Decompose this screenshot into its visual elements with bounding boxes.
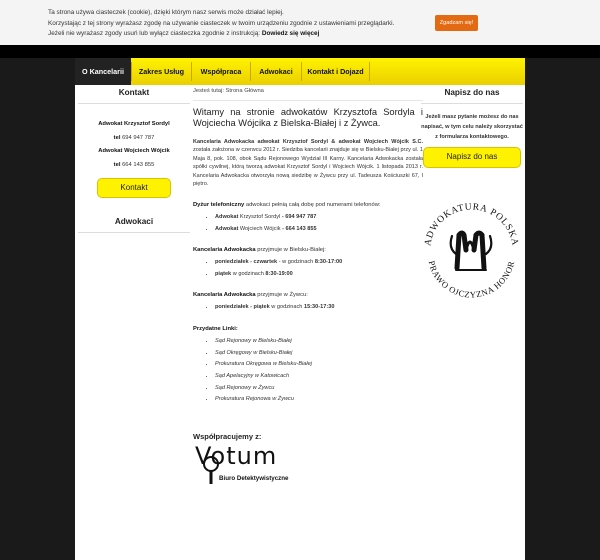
votum-word: Votum xyxy=(195,442,278,471)
lawyers-box-title: Adwokaci xyxy=(78,217,190,233)
svg-text:PRAWO OJCZYZNA HONOR xyxy=(427,260,517,300)
left-sidebar xyxy=(78,88,190,233)
links-title: Przydatne Linki: xyxy=(193,325,238,332)
hours-range: 15:30-17:30 xyxy=(303,304,335,311)
cookie-more-link[interactable]: Dowiedz się więcej xyxy=(261,30,320,37)
tel-label-2: tel xyxy=(113,161,121,168)
links-heading xyxy=(193,326,423,332)
duty-name: Krzysztof Sordyl xyxy=(239,214,281,221)
zywiec-heading xyxy=(193,292,423,298)
duty-label: Adwokat xyxy=(215,225,239,232)
list-item xyxy=(215,269,423,281)
link-item[interactable]: • Sąd Okręgowy w Bielsku-Białej xyxy=(215,348,423,360)
header-bar xyxy=(0,45,600,58)
duty-phone: - 694 947 787 xyxy=(281,214,317,221)
link-item[interactable]: • Sąd Rejonowy w Żywcu xyxy=(215,383,423,395)
bb-bold: Kancelaria Adwokacka xyxy=(193,247,256,254)
nav-item-zakres-uslug[interactable]: Zakres Usług xyxy=(138,67,185,76)
zywiec-text: przyjmuje w Żywcu: xyxy=(257,292,308,299)
svg-text:ADWOKATURA POLSKA xyxy=(423,202,520,246)
intro-paragraph xyxy=(193,138,423,188)
write-us-description: Jeżeli masz pytanie możesz do nas napisać, w tym celu należy skorzystać z formularza kontaktowego. xyxy=(421,114,523,140)
contact-button[interactable]: Kontakt xyxy=(97,178,171,198)
bb-hours-list xyxy=(193,257,423,280)
tel-label-1: tel xyxy=(113,134,121,141)
cookie-line-1: Ta strona używa ciasteczek (cookie), dzięki którym nasz serwis może działać lepiej. xyxy=(48,9,284,16)
write-us-title: Napisz do nas xyxy=(421,88,523,104)
list-item xyxy=(215,257,423,269)
list-item xyxy=(215,302,423,314)
nav-item-wspolpraca[interactable]: Współpraca xyxy=(200,67,242,76)
hours-day: poniedziałek - czwartek xyxy=(215,259,278,266)
scales-icon xyxy=(451,233,492,270)
partners-title: Współpracujemy z: xyxy=(193,432,262,442)
list-item xyxy=(215,224,423,236)
intro-text: została założona w czerwcu 2012 r. Siedziba kancelarii znajduje się w Bielsku-Białej przy ul. 1 Maja 8, pok. 108, obok Sądu Rejonowego Wydział III Karny. Kancelaria Adwokacka została spółki cywilnej, którą tworzą adwokat Krzysztof Sordyl i Wojciech Wójcik. 1 listopada 2013 r. Kancelaria Adwokacka otworzyła nową siedzibę w Żywcu przy ul. Tadeusza Kościuszki 67, I piętro. xyxy=(193,147,423,188)
hours-range: 8:30-19:00 xyxy=(265,270,293,277)
lawyer-2-phone: 664 143 855 xyxy=(122,161,155,168)
nav-item-adwokaci[interactable]: Adwokaci xyxy=(259,67,293,76)
emblem-bottom-text: PRAWO OJCZYZNA HONOR xyxy=(426,259,517,300)
bar-association-emblem xyxy=(418,198,525,305)
contact-details xyxy=(78,118,190,172)
lawyer-1-name: Adwokat Krzysztof Sordyl xyxy=(98,121,170,127)
duty-label: Adwokat xyxy=(215,214,239,221)
cookie-text xyxy=(48,8,394,40)
duty-name: Wojciech Wójcik xyxy=(239,225,281,232)
contact-box-title: Kontakt xyxy=(78,88,190,104)
breadcrumb: Jesteś tutaj: Strona Główna xyxy=(193,88,264,94)
cookie-accept-button[interactable]: Zgadzam się! xyxy=(435,15,478,31)
nav-item-kontakt[interactable]: Kontakt i Dojazd xyxy=(307,67,364,76)
page-title: Witamy na stronie adwokatów Krzysztofa Sordyla i Wojciecha Wójcika z Bielska-Białej i z Żywca. xyxy=(193,100,423,128)
duty-list xyxy=(193,212,423,235)
hours-day: piątek xyxy=(215,270,232,277)
zywiec-hours-list xyxy=(193,302,423,314)
main-nav xyxy=(75,58,525,85)
votum-subtitle: Biuro Detektywistyczne xyxy=(219,475,289,483)
lawyer-1-phone: 694 947 787 xyxy=(122,134,155,141)
nav-divider xyxy=(369,62,370,81)
write-us-button[interactable]: Napisz do nas xyxy=(423,147,521,168)
votum-logo[interactable] xyxy=(193,444,423,492)
cookie-line-2: Korzystając z tej strony wyrażasz zgodę na używanie ciasteczek w twoim urządzeniu zgodnie z ustawieniami przeglądarki. xyxy=(48,19,395,27)
useful-links-list xyxy=(193,336,423,406)
hours-mid: w godzinach xyxy=(271,304,303,311)
duty-text: adwokaci pełnią całą dobę pod numerami telefonów: xyxy=(245,202,381,209)
link-item[interactable]: • Sąd Rejonowy w Bielsku-Białej xyxy=(215,336,423,348)
hours-range: 8:30-17:00 xyxy=(314,259,343,266)
zywiec-bold: Kancelaria Adwokacka xyxy=(193,292,256,299)
nav-item-o-kancelarii[interactable]: O Kancelarii xyxy=(75,58,131,85)
intro-bold: Kancelaria Adwokacka adwokat Krzysztof Sordyl & adwokat Wojciech Wójcik S.C. xyxy=(193,139,423,145)
list-item xyxy=(215,212,423,224)
hours-mid: - w godzinach xyxy=(278,259,314,266)
link-item[interactable]: • Prokuratura Okręgowa w Bielsku-Białej xyxy=(215,359,423,371)
duty-bold: Dyżur telefoniczny xyxy=(193,202,245,209)
right-sidebar xyxy=(421,88,523,168)
emblem-top-text: ADWOKATURA POLSKA xyxy=(423,202,520,247)
cookie-line-3: Jeżeli nie wyrażasz zgody usuń lub wyłącz ciasteczka zgodnie z instrukcją: xyxy=(48,30,261,37)
bb-text: przyjmuje w Bielsku-Białej: xyxy=(257,247,326,254)
duty-phone: - 664 143 855 xyxy=(282,225,317,232)
link-item[interactable]: • Prokuratura Rejonowa w Żywcu xyxy=(215,394,423,406)
hours-day: poniedziałek - piątek xyxy=(215,304,270,311)
link-item[interactable]: • Sąd Apelacyjny w Katowicach xyxy=(215,371,423,383)
duty-heading xyxy=(193,202,423,208)
bb-heading xyxy=(193,247,423,253)
cookie-banner xyxy=(0,0,600,45)
main-content xyxy=(193,88,423,492)
lawyer-2-name: Adwokat Wojciech Wójcik xyxy=(98,148,170,154)
hours-mid: w godzinach xyxy=(232,270,264,277)
